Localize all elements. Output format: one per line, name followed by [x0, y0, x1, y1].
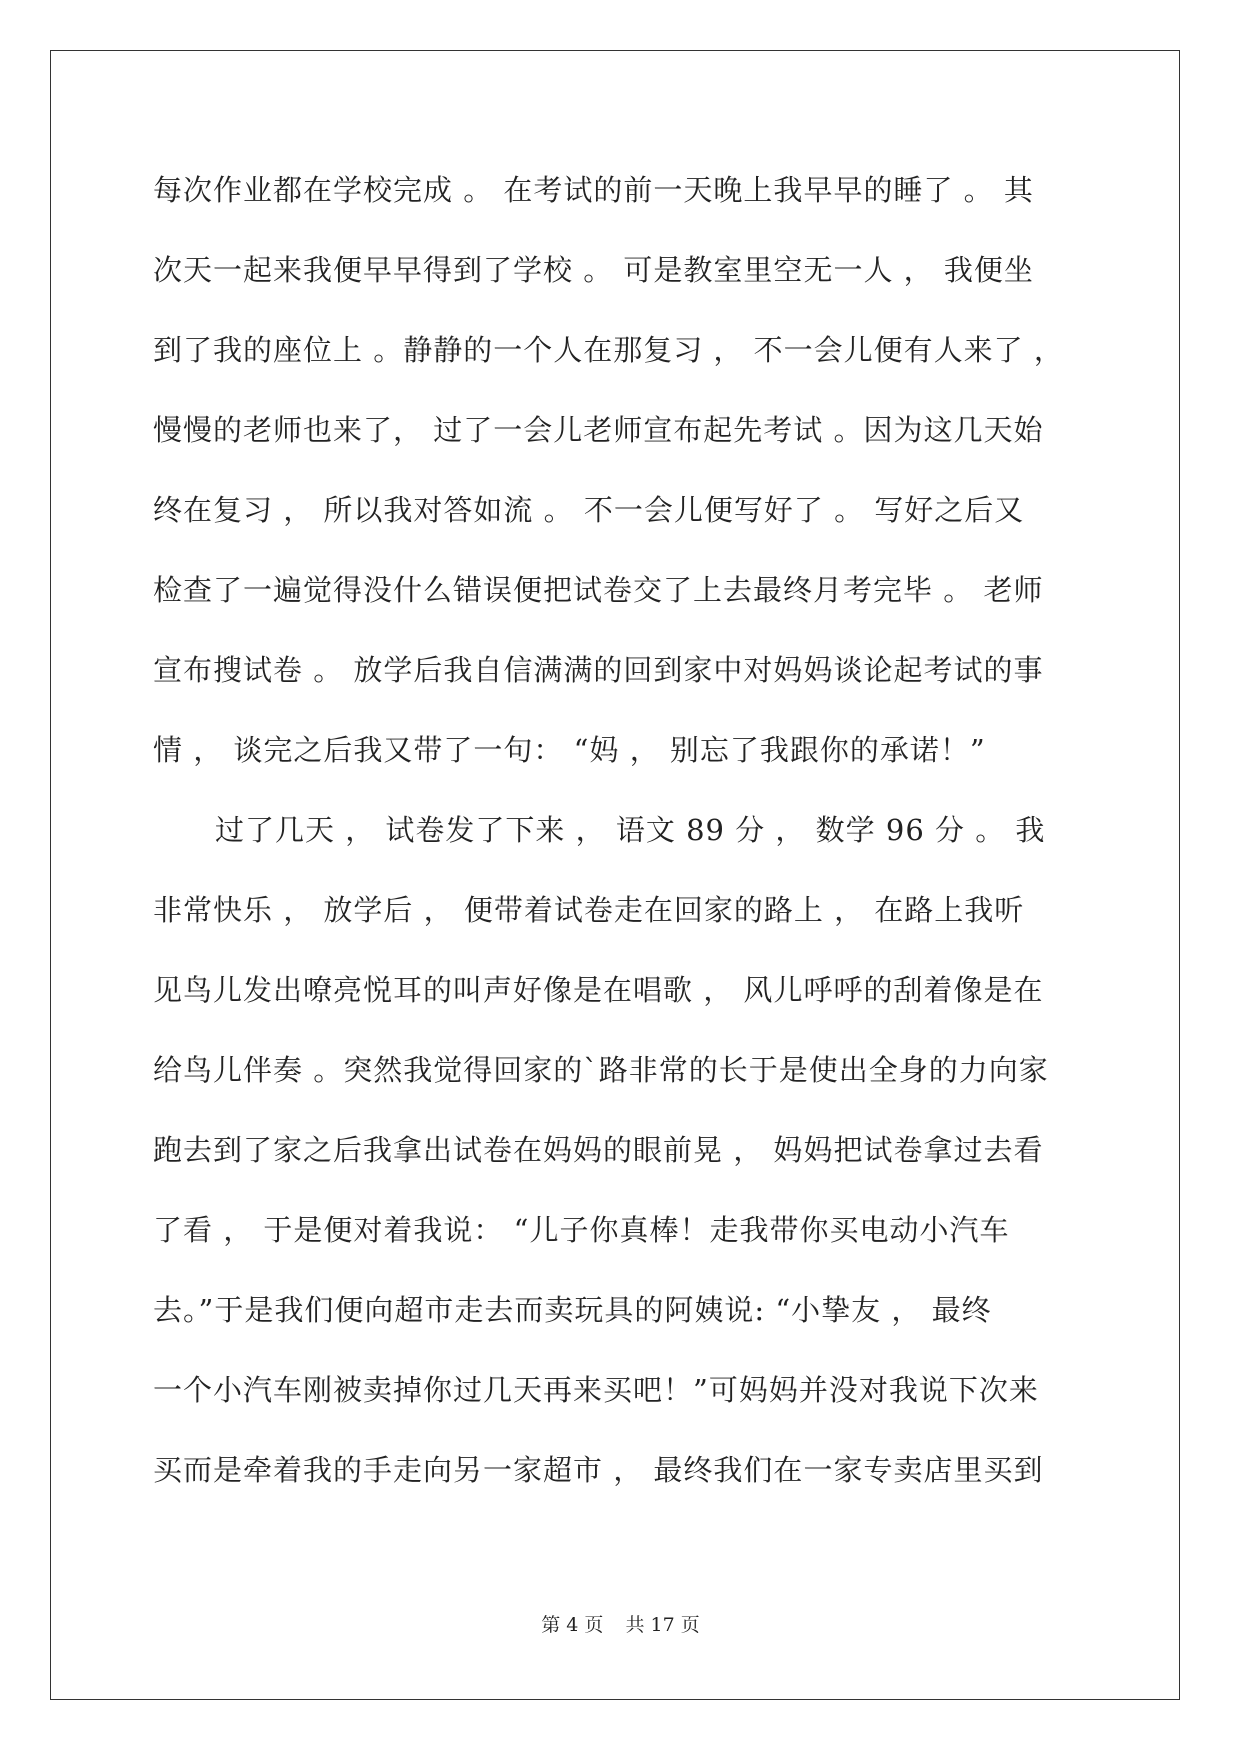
text-line: 见鸟儿发出嘹亮悦耳的叫声好像是在唱歌 ， 风儿呼呼的刮着像是在: [153, 973, 1044, 1007]
text-line: 非常快乐 ， 放学后 ， 便带着试卷走在回家的路上 ， 在路上我听: [153, 893, 1025, 927]
text-line: 买而是牵着我的手走向另一家超市 ， 最终我们在一家专卖店里买到: [153, 1453, 1044, 1487]
text-line: 去。”于是我们便向超市走去而卖玩具的阿姨说: “小挚友 ， 最终: [153, 1293, 992, 1327]
text-line: 给鸟儿伴奏 。突然我觉得回家的`路非常的长于是使出全身的力向家: [153, 1053, 1049, 1087]
text-line: 一个小汽车刚被卖掉你过几天再来买吧！”可妈妈并没对我说下次来: [153, 1373, 1039, 1407]
text-line: 次天一起来我便早早得到了学校 。 可是教室里空无一人 ， 我便坐: [153, 253, 1034, 287]
text-line: 宣布搜试卷 。 放学后我自信满满的回到家中对妈妈谈论起考试的事: [153, 653, 1044, 687]
text-line: 跑去到了家之后我拿出试卷在妈妈的眼前晃 ， 妈妈把试卷拿过去看: [153, 1133, 1044, 1167]
text-line: 到了我的座位上 。静静的一个人在那复习 ， 不一会儿便有人来了 ，: [153, 333, 1064, 367]
text-line: 终在复习 ， 所以我对答如流 。 不一会儿便写好了 。 写好之后又: [153, 493, 1025, 527]
document-body: [153, 160, 1093, 1520]
text-line: 情 ， 谈完之后我又带了一句： “妈 ， 别忘了我跟你的承诺！”: [153, 733, 986, 767]
text-line: 了看 ， 于是便对着我说： “儿子你真棒！走我带你买电动小汽车: [153, 1213, 1010, 1247]
text-line: 每次作业都在学校完成 。 在考试的前一天晚上我早早的睡了 。 其: [153, 173, 1034, 207]
page-footer: [0, 1610, 1241, 1637]
paragraph-start-line: 过了几天 ， 试卷发了下来 ， 语文 89 分 ， 数学 96 分 。 我: [215, 813, 1046, 847]
text-line: 慢慢的老师也来了， 过了一会儿老师宣布起先考试 。因为这几天始: [153, 413, 1044, 447]
page-total: 共 17 页: [625, 1614, 700, 1636]
text-line: 检查了一遍觉得没什么错误便把试卷交了上去最终月考完毕 。 老师: [153, 573, 1044, 607]
page-number: 第 4 页: [541, 1614, 604, 1636]
